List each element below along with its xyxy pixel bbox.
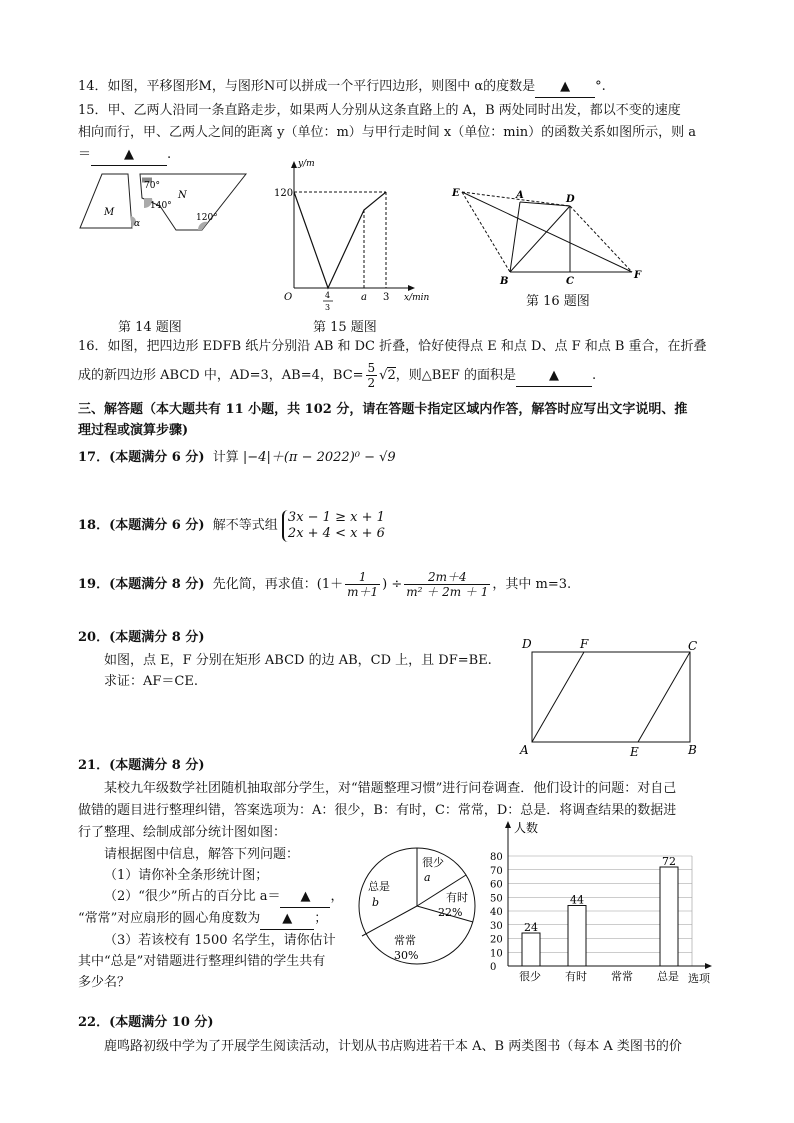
q21-line3: 行了整理、绘制成部分统计图如图：	[78, 825, 287, 840]
figure-14	[74, 168, 254, 240]
fig14-label-70: 70°	[144, 181, 160, 191]
bar-chart-ytick: 30	[490, 920, 503, 932]
pie-chart	[356, 844, 480, 968]
q16-line1: 16．如图，把四边形 EDFB 纸片分别沿 AB 和 DC 折叠，恰好使得点 E 和点 D、点 F 和点 B 重合，在折叠	[78, 339, 707, 354]
fig16-label-B: B	[500, 276, 509, 287]
bar-chart-ylabel: 人数	[514, 821, 539, 835]
q21-line10: 多少名？	[78, 975, 131, 990]
bar-chart-ytick: 20	[490, 934, 503, 946]
q20-line2: 求证：AF＝CE.	[104, 674, 198, 689]
fig20-label-E: E	[630, 745, 639, 759]
q21-line9: 其中“总是”对错题进行整理纠错的学生共有	[78, 954, 326, 969]
fig14-caption: 第 14 题图	[118, 320, 182, 335]
bar-0	[522, 933, 540, 966]
fig15-frac-num: 4	[325, 291, 331, 300]
bar-category-label: 很少	[519, 970, 541, 983]
q22-number: 22．(本题满分 10 分)	[78, 1015, 214, 1030]
bar-1	[568, 906, 586, 967]
pie-label-30: 30%	[394, 949, 419, 962]
fig15-xa: a	[361, 292, 367, 303]
fig15-y120: 120	[274, 188, 294, 199]
fig14-label-M: M	[104, 207, 115, 218]
q21-answer-blank-angle[interactable]: ▲	[260, 909, 314, 930]
fig16-caption: 第 16 题图	[526, 294, 590, 309]
pie-label-b: b	[372, 896, 380, 909]
q17: 17．(本题满分 6 分) 计算 |−4|＋(π − 2022)⁰ − √9	[78, 450, 396, 465]
fig20-label-F: F	[580, 637, 589, 651]
q22-line1: 鹿鸣路初级中学为了开展学生阅读活动，计划从书店购进若干本 A、B 两类图书（每本 A 类图书的价	[104, 1039, 682, 1054]
q18: 18．(本题满分 6 分) 解不等式组 3x − 1 ≥ x + 1 2x + 4 < x + 6	[78, 509, 385, 541]
fig15-caption: 第 15 题图	[313, 320, 377, 335]
bar-chart-ytick: 60	[490, 879, 503, 891]
bar-3	[660, 867, 678, 966]
figure-16	[450, 182, 650, 292]
fig15-origin: O	[284, 292, 293, 303]
bar-data-label: 44	[570, 893, 584, 907]
fig16-label-A: A	[516, 190, 524, 201]
section3-heading-line2: 理过程或演算步骤)	[78, 423, 189, 438]
q19: 19．(本题满分 8 分) 先化简，再求值：(1＋ $\frac{1}{m+1}$ ) ÷ $\frac{2m+4}{\text{m² ＋ 2m ＋ 1}}$ ，其中 m=3.	[78, 570, 572, 599]
bar-chart-ytick: 0	[490, 962, 497, 973]
bar-chart	[484, 818, 720, 986]
q21-answer-blank-a[interactable]: ▲	[280, 887, 330, 908]
q15-line2: 相向而行，甲、乙两人之间的距离 y（单位：m）与甲行走时间 x（单位：min）的函数关系如图所示，则 a	[78, 125, 697, 140]
q21-line2: 做错的题目进行整理纠错，答案选项为：A：很少，B：有时，C：常常，D：总是．将调查结果的数据进	[78, 803, 677, 818]
bar-category-label: 常常	[611, 970, 633, 983]
pie-label-zongshi: 总是	[368, 880, 390, 893]
q15-answer-blank[interactable]: ▲	[91, 145, 167, 166]
q20-number: 20．(本题满分 8 分)	[78, 630, 205, 645]
bar-chart-ytick: 50	[490, 893, 503, 905]
fig20-label-C: C	[688, 639, 698, 653]
q21-number: 21．(本题满分 8 分)	[78, 758, 205, 773]
section3-heading-line1: 三、解答题（本大题共有 11 小题，共 102 分，请在答题卡指定区域内作答，解答时应写出文字说明、推	[78, 402, 688, 417]
q15-line3: ＝ ▲ .	[78, 145, 171, 166]
fig16-label-E: E	[452, 188, 460, 199]
pie-label-henshao: 很少	[422, 856, 444, 869]
fig14-label-140: 140°	[150, 201, 172, 211]
bar-chart-xlabel: 选项	[688, 972, 710, 985]
fig20-label-D: D	[522, 637, 532, 651]
bar-chart-ytick: 80	[490, 852, 503, 863]
q21-line8: （3）若该校有 1500 名学生，请你估计	[104, 933, 336, 948]
fig20-label-B: B	[688, 743, 697, 757]
q16-line2: 成的新四边形 ABCD 中，AD=3，AB=4，BC= $\frac{5}{2}$ √2，则△BEF 的面积是 ▲ .	[78, 361, 597, 390]
q21-line5: （1）请你补全条形统计图；	[104, 868, 269, 883]
bar-data-label: 24	[524, 921, 538, 934]
bar-chart-ytick: 70	[490, 865, 503, 877]
fig15-x3: 3	[383, 292, 390, 303]
figure-15	[274, 158, 440, 316]
pie-label-youshi: 有时	[446, 891, 468, 904]
bar-chart-ytick: 40	[490, 907, 503, 918]
fig15-xlabel: x/min	[404, 293, 430, 303]
fig14-label-N: N	[178, 190, 187, 201]
bar-category-label: 有时	[565, 970, 587, 983]
bar-data-label: 72	[662, 855, 676, 868]
bar-category-label: 总是	[657, 970, 679, 983]
q16-answer-blank[interactable]: ▲	[516, 366, 592, 387]
q14-answer-blank[interactable]: ▲	[535, 77, 595, 98]
figure-20	[516, 634, 706, 760]
q21-line1: 某校九年级数学社团随机抽取部分学生，对“错题整理习惯”进行问卷调查．他们设计的问题：对自己	[104, 781, 677, 796]
pie-label-changchang: 常常	[394, 934, 416, 947]
q15-line1: 15．甲、乙两人沿同一条直路走步，如果两人分别从这条直路上的 A，B 两处同时出发，都以不变的速度	[78, 103, 681, 118]
q20-line1: 如图，点 E，F 分别在矩形 ABCD 的边 AB，CD 上，且 DF=BE.	[104, 653, 492, 668]
q14-text: 14．如图，平移图形M，与图形N可以拼成一个平行四边形，则图中 α的度数是 ▲ °.	[78, 77, 606, 98]
fig14-label-alpha: α	[134, 219, 141, 229]
fig15-ylabel: y/m	[298, 159, 315, 169]
q21-line6: （2）“很少”所占的百分比 a＝ ▲ ，	[104, 887, 343, 908]
fig16-label-F: F	[634, 270, 642, 281]
fig14-label-120: 120°	[196, 213, 218, 223]
fig16-label-C: C	[566, 276, 574, 287]
fig16-label-D: D	[566, 194, 575, 205]
fig20-label-A: A	[520, 743, 529, 757]
fig15-frac-den: 3	[325, 303, 331, 312]
bar-chart-ytick: 10	[490, 948, 503, 960]
pie-label-22: 22%	[438, 906, 463, 919]
q21-line4: 请根据图中信息，解答下列问题：	[104, 847, 300, 862]
q21-line7: “常常”对应扇形的圆心角度数为 ▲ ；	[78, 909, 327, 930]
pie-label-a: a	[424, 871, 431, 884]
